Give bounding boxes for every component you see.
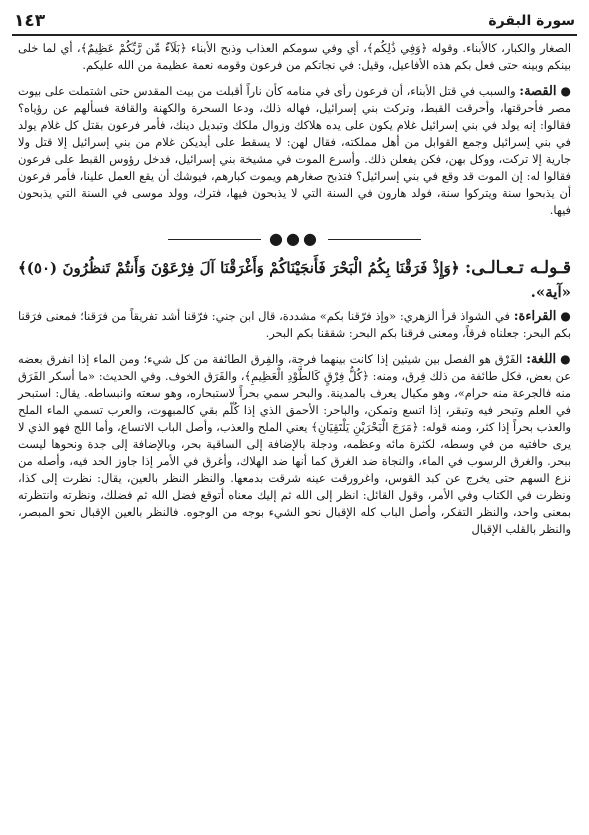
- verse-heading: [18, 256, 571, 304]
- intro-paragraph: الصغار والكبار، كالأبناء. وقوله ﴿وَفِي ذَٰلِكُم﴾، أي وفي سومكم العذاب وذبح الأبناء ﴿بَلَآءٌ مِّن رَّبِّكُمْ عَظِيمٌ﴾، أي لما خلى بينكم وبينه حتى فعل بكم هذه الأفاعيل، وقيل: في نجاتكم من فرعون وقومه نعمة عظيمة من الله عليكم.: [18, 41, 571, 72]
- reading-label: القراءة:: [513, 309, 557, 324]
- reading-text: في الشواذ قرأ الزهري: «وإذ فرّقنا بكم» مشددة، قال ابن جني: فرّقنا أشد تفريقاً من فرَقنا؛ فمعنى فرَقنا بكم البحر: جعلناه فرقاً، ومعنى فرقنا بكم البحر: شققنا بكم البحر.: [18, 309, 571, 340]
- ayah-label: «آية».: [530, 283, 571, 301]
- page-number: ١٤٣: [14, 11, 46, 31]
- story-label: القصة:: [519, 84, 557, 99]
- header-rule: [12, 34, 577, 36]
- section-separator: [18, 228, 571, 250]
- separator-dots-icon: ●●●: [261, 228, 328, 250]
- bullet-icon: ●: [560, 309, 571, 323]
- bullet-icon: ●: [560, 84, 571, 98]
- page-header: [14, 10, 575, 32]
- verse-text: ﴿وَإِذْ فَرَقْنَا بِكُمُ الْبَحْرَ فَأَنجَيْنَاكُمْ وَأَغْرَقْنَا آلَ فِرْعَوْنَ وَأَنتُمْ تَنظُرُونَ (٥٠)﴾: [18, 259, 460, 277]
- surah-title: سورة البقرة: [488, 13, 575, 29]
- reading-paragraph: [18, 308, 571, 342]
- language-text: الفَرْق هو الفصل بين شيئين إذا كانت بينهما فرجة، والفِرق الطائفة من كل شيء؛ ومن الماء إذا انفرق بعضه عن بعض، فكل طائفة من ذلك فِرق، ومنه: ﴿كُلُّ فِرْقٍ كَالطَّوْدِ الْعَظِيمِ﴾، والفَرَق الخوف. وفي الحديث: «ما أسكر الفَرَق منه فالجرعة منه حرام»، وهو مكيال يعرف بالمدينة. والبحر سمي بحراً لاستبحاره، وهو سعته وانبساطه. يقال: استبحر في العلم وتبحر فيه وتبقر، إذا اتسع وتمكن، والباحر: الأحمق الذي إذا كُلّم بقي كالمبهوت، والعرب تسمي الماء الملح والعذب بحراً إذا كثر، ومنه قوله: ﴿مَرَجَ الْبَحْرَيْنِ يَلْتَقِيَانِ﴾ يعني الملح والعذب، وأصل الباب الاتساع، وأما اللج فهو الذي لا يرى حافتيه من في وسطه، لكثرة مائه وعظمه، ودجلة بالإضافة إلى الساقية بحر، وبالإضافة إلى جدة ونحوها ليست ببحر. والغرق الرسوب في الماء، والنجاة ضد الغرق كما أنها ضد الهلاك، وأغرق في الأمر إذا جاوز الحد فيه، وأصله من نزع السهم حتى يخرج عن كبد القوس، واغرورقت عينه شرقت بدمعها. والنظر النظر بالعين، يقال: نظرت إلى كذا، ونظرت في الكتاب وفي الأمر، وقول القائل: انظر إلى الله ثم إليك معناه أتوقع فضل الله ثم فضلك، ونظرته وانتظرته بمعنى واحد، والنظر التفكر، وأصل الباب كله الإقبال نحو الشيء بوجه من الوجوه. فالنظر بالعين الإقبال نحو المبصر، والنظر بالقلب الإقبال: [18, 352, 571, 536]
- page-body: [18, 40, 571, 547]
- language-label: اللغة:: [526, 352, 557, 367]
- language-paragraph: [18, 351, 571, 538]
- bullet-icon: ●: [560, 352, 571, 366]
- story-paragraph: [18, 83, 571, 219]
- story-text: والسبب في قتل الأبناء، أن فرعون رأى في منامه كأن ناراً أقبلت من بيت المقدس حتى اشتملت على بيوت مصر فأحرقتها، وأحرقت القبط، وتركت بني إسرائيل، فهاله ذلك، ودعا السحرة والكهنة والقافة فسألهم عن رؤياه؟ فقالوا: إنه يولد في بني إسرائيل غلام يكون على يده هلاكك وزوال ملكك وتبديل دينك، فأمر فرعون بقتل كل غلام يولد في بني إسرائيل وجمع القوابل من أهل مملكته، فقال لهن: لا يسقط على أيديكن غلام من بني إسرائيل إلا قتل ولا جارية إلا تركت، ووكل بهن، فكن يفعلن ذلك. وأسرع الموت في مشيخة بني إسرائيل، فدخل رؤوس القبط على فرعون فقالوا له: إن الموت قد وقع في بني إسرائيل؟ فتذبح صغارهم ويموت كبارهم، فيوشك أن يقع العمل علينا، فأمر فرعون أن يذبحوا سنة ويتركوا سنة، فولد هارون في السنة التي لا يذبحون فيها، فترك، وولد موسى في السنة التي يذبحون فيها.: [18, 84, 571, 217]
- verse-label: قـولـه تـعـالـى:: [465, 258, 571, 278]
